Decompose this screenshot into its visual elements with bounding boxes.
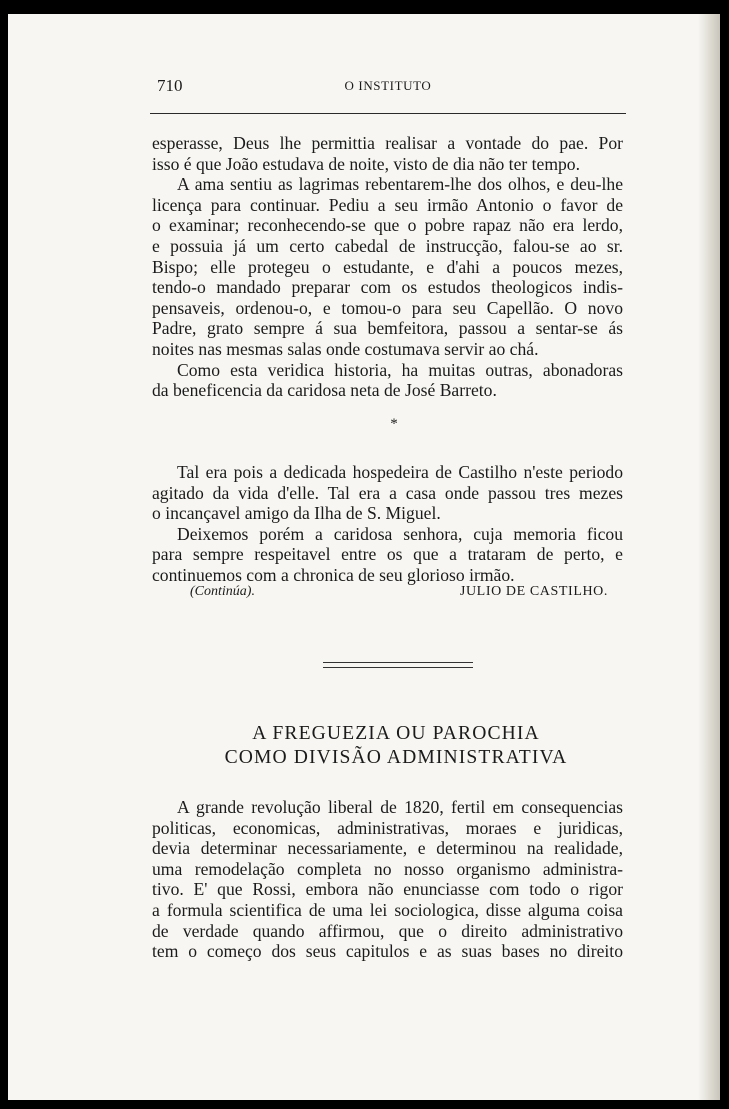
paragraph-line: continuemos com a chronica de seu glorioso irmão. (152, 564, 515, 585)
paragraph-line: devia determinar necessariamente, e determinou na realidade, (152, 838, 623, 859)
paragraph-line: Como esta veridica historia, ha muitas outras, abonadoras (177, 359, 623, 380)
paragraph-line: para sempre respeitavel entre os que a trataram de perto, e (152, 544, 623, 565)
chapter-text-block (152, 133, 623, 401)
paragraph-line: Deixemos porém a caridosa senhora, cuja memoria ficou (177, 523, 623, 544)
paragraph-line: o examinar; reconhecendo-se que o pobre rapaz não era lerdo, (152, 215, 623, 236)
paragraph-line: Tal era pois a dedicada hospedeira de Castilho n'este periodo (177, 462, 623, 482)
continua-note: (Continúa). (190, 584, 255, 599)
page-header (150, 74, 626, 100)
paragraph-line: politicas, economicas, administrativas, moraes e juridicas, (152, 817, 623, 838)
paragraph-line: a formula scientifica de uma lei sociologica, disse alguma coisa (152, 899, 623, 920)
paragraph-line: pensaveis, ordenou-o, e tomou-o para seu Capellão. O novo (152, 297, 623, 318)
page-edge-shading (698, 14, 720, 1100)
paragraph-line: e possuia já um certo cabedal de instrucção, falou-se ao sr. (152, 235, 623, 256)
paragraph-line: o incançavel amigo da Ilha de S. Miguel. (152, 503, 441, 524)
double-rule-divider (323, 662, 473, 668)
header-rule (150, 113, 626, 114)
paragraph-line: A ama sentiu as lagrimas rebentarem-lhe dos olhos, e deu-lhe (177, 174, 623, 195)
paragraph-line: licença para continuar. Pediu a seu irmão Antonio o favor de (152, 194, 623, 215)
signature-line (190, 584, 608, 604)
paragraph-line: isso é que João estudava de noite, visto de dia não ter tempo. (152, 153, 581, 174)
paragraph-line: A grande revolução liberal de 1820, fertil em consequencias (177, 797, 623, 817)
closing-text-block (152, 462, 623, 586)
paragraph-line: de verdade quando affirmou, que o direito administrativo (152, 920, 623, 941)
paragraph-line: agitado da vida d'elle. Tal era a casa onde passou tres mezes (152, 482, 623, 503)
paragraph-line: esperasse, Deus lhe permittia realisar a vontade do pae. Por (152, 133, 623, 153)
paragraph-line: da beneficencia da caridosa neta de José Barreto. (152, 380, 497, 401)
paragraph-line: Bispo; elle protegeu o estudante, e d'ahi a poucos mezes, (152, 256, 623, 277)
running-title: O INSTITUTO (344, 78, 432, 93)
article-title-line: COMO DIVISÃO ADMINISTRATIVA (224, 747, 568, 768)
paragraph-line: noites nas mesmas salas onde costumava servir ao chá. (152, 338, 539, 359)
paragraph-line: tivo. E' que Rossi, embora não enunciasse com todo o rigor (152, 879, 623, 900)
article-title (152, 722, 640, 770)
article-body (152, 797, 623, 962)
paragraph-line: Padre, grato sempre á sua bemfeitora, passou a sentar-se ás (152, 318, 623, 339)
paragraph-line: uma remodelação completa no nosso organismo administra- (152, 858, 623, 879)
page-number: 710 (157, 76, 183, 95)
article-title-line: A FREGUEZIA OU PAROCHIA (252, 723, 540, 744)
author-name: JULIO DE CASTILHO. (459, 584, 608, 599)
paragraph-line: tendo-o mandado preparar com os estudos theologicos indis- (152, 277, 623, 298)
section-asterisk: * (390, 416, 398, 432)
paragraph-line: tem o começo dos seus capitulos e as suas bases no direito (152, 941, 623, 962)
